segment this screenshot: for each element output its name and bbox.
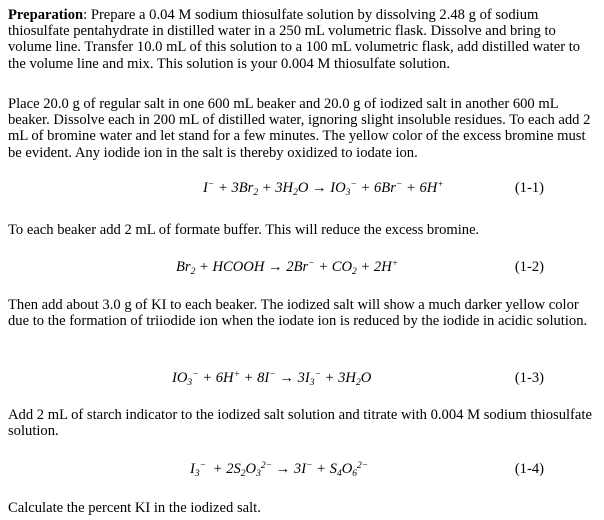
starch-paragraph: Add 2 mL of starch indicator to the iodized salt solution and titrate with 0.004 M sodium thiosulfate solution. — [8, 407, 592, 440]
preparation-text: : Prepare a 0.04 M sodium thiosulfate solution by dissolving 2.48 g of sodium thiosulfate pentahydrate in distilled water in a 250 mL volumetric flask. Dissolve and bring to volume line. Transfer 10.0 mL of this solution to a 100 mL volumetric flask, add distilled water to the volume line and mix. This solution is your 0.004 M thiosulfate solution. — [8, 7, 581, 72]
equation-1-2-formula: $Br_2$ + HCOOH → $2Br^- + CO_2 + 2H^+$ — [176, 259, 399, 277]
equation-1-4-number: (1-4) — [514, 461, 544, 477]
equation-1-3-formula: $IO_3^- + 6H^+ + 8I^- \to 3I_3^- + 3H_2O$ — [172, 370, 372, 388]
preparation-paragraph — [8, 7, 600, 72]
formate-paragraph: To each beaker add 2 mL of formate buffer. This will reduce the excess bromine. — [8, 222, 480, 238]
equation-1-4 — [0, 461, 604, 483]
place-salt-paragraph: Place 20.0 g of regular salt in one 600 mL beaker and 20.0 g of iodized salt in another 600 mL beaker. Dissolve each in 200 mL of distilled water, ignoring slight insoluble residues. To each add 2 mL of bromine water and let stand for a few minutes. The yellow color of the excess bromine must be evident. Any iodide ion in the salt is thereby oxidized to iodate ion. — [8, 96, 591, 161]
equation-1-2 — [0, 259, 604, 281]
equation-1-3-number: (1-3) — [514, 370, 544, 386]
equation-1-4-formula: $I_3^- + 2S_2O_3^{2-} \to 3I^- + S_4O_6^{2-}$ — [190, 461, 369, 479]
add-ki-paragraph: Then add about 3.0 g of KI to each beaker. The iodized salt will show a much darker yellow color due to the formation of triiodide ion when the iodate ion is reduced by the iodide in acidic solution. — [8, 297, 588, 330]
equation-1-3 — [0, 370, 604, 392]
preparation-label: Preparation — [8, 7, 84, 23]
equation-1-1-number: (1-1) — [514, 180, 544, 196]
calculate-paragraph: Calculate the percent KI in the iodized salt. — [8, 500, 261, 516]
equation-1-1-formula: $I^- + 3Br_2 + 3H_2O \to IO_3^- + 6Br^- + 6H^+$ — [203, 180, 444, 198]
equation-1-2-number: (1-2) — [514, 259, 544, 275]
equation-1-1 — [0, 180, 604, 202]
